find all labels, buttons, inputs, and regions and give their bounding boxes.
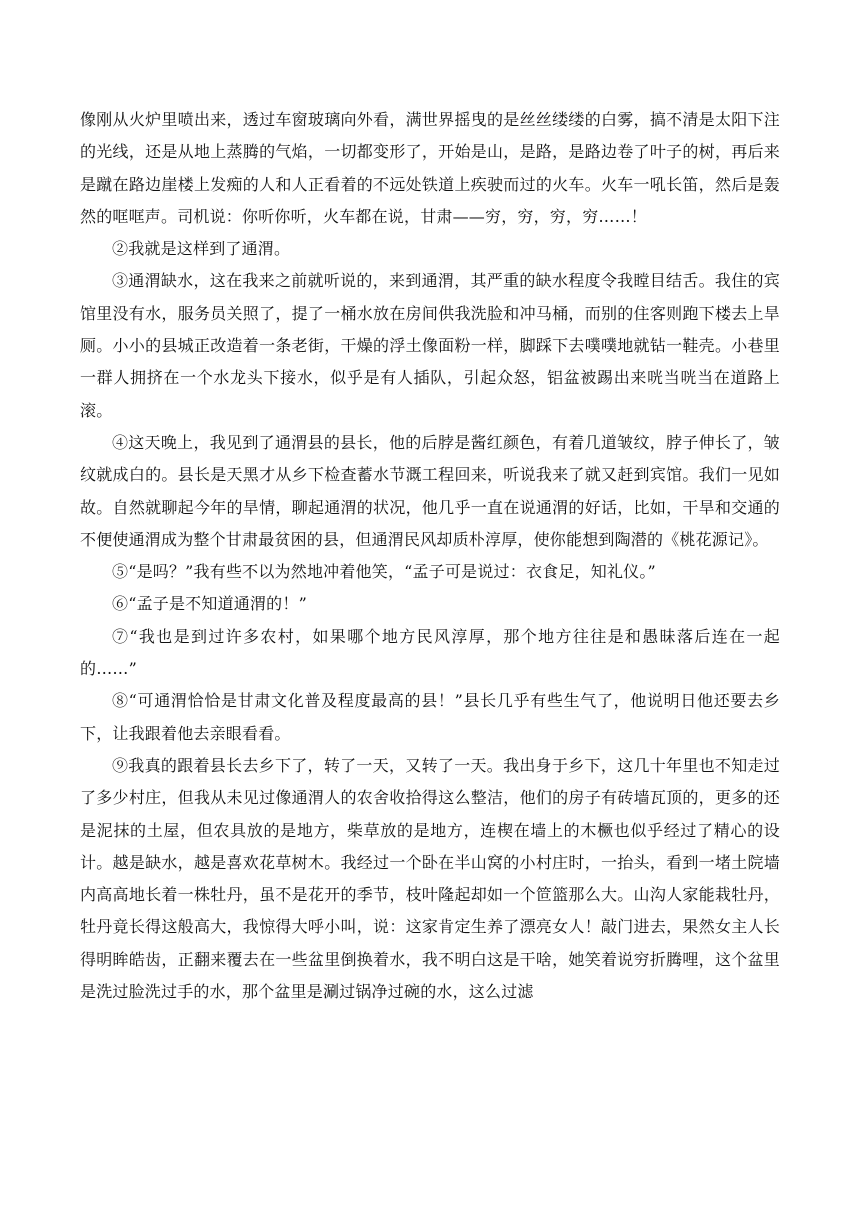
paragraph-3: ③通渭缺水，这在我来之前就听说的，来到通渭，其严重的缺水程度令我瞠目结舌。我住的宾馆里没有水，服务员关照了，提了一桶水放在房间供我洗脸和冲马桶，而别的住客则跑下楼去上旱厕。小小的县城正改造着一条老街，干燥的浮土像面粉一样，脚踩下去噗噗地就钻一鞋壳。小巷里一群人拥挤在一个水龙头下接水，似乎是有人插队，引起众怒，铝盆被踢出来咣当咣当在道路上滚。 <box>80 271 780 420</box>
paragraph-2: ②我就是这样到了通渭。 <box>112 239 291 259</box>
paragraph-7: ⑦“我也是到过许多农村，如果哪个地方民风淳厚，那个地方往往是和愚昧落后连在一起的……” <box>80 626 780 679</box>
paragraph-1: 像刚从火炉里喷出来，透过车窗玻璃向外看，满世界摇曳的是丝丝缕缕的白雾，搞不清是太阳下注的光线，还是从地上蒸腾的气焰，一切都变形了，开始是山，是路，是路边卷了叶子的树，再后来是蹴在路边崖楼上发痴的人和人正看着的不远处铁道上疾驶而过的火车。火车一吼长笛，然后是轰然的哐哐声。司机说：你听你听，火车都在说，甘肃——穷，穷，穷，穷……！ <box>80 110 780 226</box>
paragraph-9: ⑨我真的跟着县长去乡下了，转了一天，又转了一天。我出身于乡下，这几十年里也不知走过了多少村庄，但我从未见过像通渭人的农舍收拾得这么整洁，他们的房子有砖墙瓦顶的，更多的还是泥抹的土屋，但农具放的是地方，柴草放的是地方，连楔在墙上的木橛也似乎经过了精心的设计。越是缺水，越是喜欢花草树木。我经过一个卧在半山窝的小村庄时，一抬头，看到一堵土院墙内高高地长着一株牡丹，虽不是花开的季节，枝叶隆起却如一个笸篮那么大。山沟人家能栽牡丹，牡丹竟长得这般高大，我惊得大呼小叫，说：这家肯定生养了漂亮女人！敲门进去，果然女主人长得明眸皓齿，正翻来覆去在一些盆里倒换着水，我不明白这是干啥，她笑着说穷折腾哩，这个盆里是洗过脸洗过手的水，那个盆里是涮过锅净过碗的水，这么过滤 <box>80 755 780 1002</box>
paragraph-5: ⑤“是吗？”我有些不以为然地冲着他笑，“孟子可是说过：衣食足，知礼仪。” <box>112 562 656 582</box>
paragraph-6: ⑥“孟子是不知道通渭的！” <box>112 594 307 614</box>
paragraph-8: ⑧“可通渭恰恰是甘肃文化普及程度最高的县！”县长几乎有些生气了，他说明日他还要去乡下，让我跟着他去亲眼看看。 <box>80 691 780 743</box>
document-body <box>80 104 780 1008</box>
paragraph-4: ④这天晚上，我见到了通渭县的县长，他的后脖是酱红颜色，有着几道皱纹，脖子伸长了，皱纹就成白的。县长是天黑才从乡下检查蓄水节溉工程回来，听说我来了就又赶到宾馆。我们一见如故。自然就聊起今年的旱情，聊起通渭的状况，他几乎一直在说通渭的好话，比如，干旱和交通的不便使通渭成为整个甘肃最贫困的县，但通渭民风却质朴淳厚，使你能想到陶潜的《桃花源记》。 <box>80 432 780 549</box>
